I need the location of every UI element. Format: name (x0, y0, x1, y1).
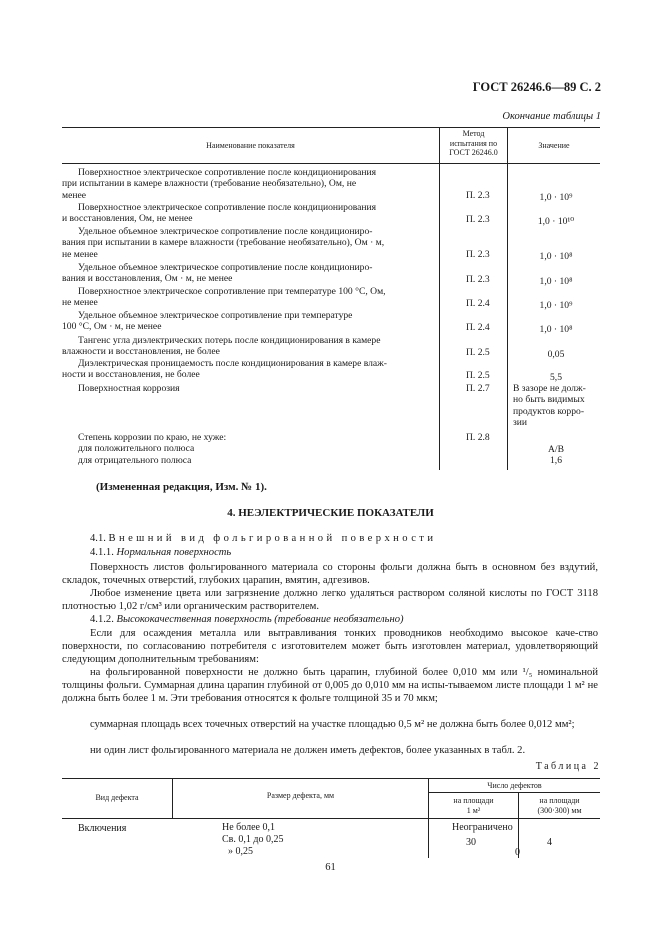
count-1m2: 30 (466, 837, 476, 848)
table2-sub1 (429, 796, 518, 816)
table1-col-divider (507, 127, 508, 470)
subsection-title: Нормальная поверхность (116, 547, 232, 558)
section-heading: 4. НЕЭЛЕКТРИЧЕСКИЕ ПОКАЗАТЕЛИ (227, 507, 434, 519)
row-method: П. 2.4 (466, 322, 490, 333)
subsection-number: 4.1.1. (90, 547, 114, 558)
row-value-line: зии (513, 416, 528, 428)
subsection-4-1-2 (90, 613, 404, 626)
row-name-line: Степень коррозии по краю, не хуже: (78, 432, 227, 443)
table2-sub2 (519, 796, 600, 816)
row-value-line: продуктов корро- (513, 405, 585, 417)
row-method: П. 2.3 (466, 214, 490, 225)
row-value: 1,0 · 10¹⁰ (537, 216, 575, 227)
row-name-line: Поверхностное электрическое сопротивление после кондиционирования (78, 202, 377, 213)
row-name-line: ности и восстановления, не более (62, 369, 200, 381)
subsection-title: Высококачественная поверхность (требование необязательно) (116, 614, 404, 625)
defect-sizes (222, 822, 283, 858)
col-method-line: испытания по (449, 138, 498, 148)
row-name (62, 286, 438, 309)
table1-header-rule (62, 163, 600, 164)
row-name (62, 383, 438, 394)
row-name-line: Удельное объемное электрическое сопротивление после кондициониро- (78, 226, 373, 237)
row-value (513, 444, 599, 467)
table1-top-rule (62, 127, 600, 128)
row-value (513, 383, 599, 428)
row-method: П. 2.7 (466, 383, 490, 394)
table1-col-divider (439, 127, 440, 470)
count-1m2: Неограничено (452, 822, 513, 833)
table1-col-name: Наименование показателя (206, 141, 295, 150)
table1-col-value: Значение (538, 141, 570, 150)
paragraph: суммарная площадь всех точечных отверстий на участке площадью 0,5 м² не должна быть более 0,012 мм²; (90, 719, 575, 730)
defect-size: Не более 0,1 (222, 822, 275, 833)
table2-col-size: Размер дефекта, мм (266, 791, 335, 800)
table2-caption: Таблица 2 (535, 761, 601, 772)
amendment-note: (Измененная редакция, Изм. № 1). (96, 481, 267, 493)
row-method: П. 2.3 (466, 249, 490, 260)
row-value: 1,0 · 10⁸ (539, 324, 573, 335)
count-300mm: 0 (515, 847, 520, 858)
row-name (62, 226, 438, 260)
subsection-title: Внешний вид фольгированной поверхности (108, 533, 437, 544)
row-value: 0,05 (547, 349, 565, 360)
row-method: П. 2.8 (466, 432, 490, 443)
subsection-number: 4.1.2. (90, 614, 114, 625)
row-name-line: вания и восстановления, Ом · м, не менее (62, 273, 233, 285)
row-method: П. 2.5 (466, 370, 490, 381)
row-name-line: Поверхностное электрическое сопротивление после кондиционирования (78, 167, 377, 178)
row-name (62, 432, 438, 466)
paragraph: Любое изменение цвета или загрязнение должно легко удаляться раствором соляной кислоты по ГОСТ 3118 плотностью 1,02 г/см³ или органическим растворителем. (62, 588, 598, 612)
subsection-4-1-1 (90, 546, 231, 559)
sub-header-line: 1 м² (466, 806, 481, 815)
row-name-line: Поверхностная коррозия (78, 383, 180, 394)
row-name-line: Удельное объемное электрическое сопротивление после кондициониро- (78, 262, 373, 273)
col-method-line: ГОСТ 26246.0 (449, 148, 498, 157)
table2-header-rule (62, 818, 600, 819)
row-value: 5,5 (550, 372, 562, 383)
row-name (62, 310, 438, 333)
row-name (62, 167, 438, 201)
sub-header-line: (300·300) мм (537, 806, 582, 815)
row-name (62, 202, 438, 225)
row-value: 1,0 · 10⁸ (539, 251, 573, 262)
paragraph: Если для осаждения металла или вытравливания тонких проводников необходимо высокое каче-ство поверхности, по согласованию потребителя с изготовителем может быть изготовлен материал, удовлетворяющий следующим дополнительным требованиям: (62, 628, 598, 665)
row-value: 1,0 · 10⁸ (539, 276, 573, 287)
row-name-line: вания при испытании в камере влажности (требование необязательно), Ом · м, (62, 237, 385, 249)
defect-type: Включения (78, 823, 127, 834)
row-method: П. 2.5 (466, 347, 490, 358)
defect-size: » 0,25 (228, 846, 253, 857)
row-name-line: и восстановления, Ом, не менее (62, 213, 193, 225)
row-value-line: но быть видимых (513, 394, 585, 406)
row-name-line: Удельное объемное электрическое сопротивление при температуре (78, 310, 353, 321)
row-value: 1,0 · 10⁹ (539, 192, 573, 203)
row-name-line: при испытании в камере влажности (требование необязательно), Ом, не (62, 178, 357, 190)
row-name-line: для положительного полюса (78, 443, 195, 455)
paragraph: ни один лист фольгированного материала не должен иметь дефектов, более указанных в табл. 2. (90, 745, 526, 756)
row-value-line: A/B (548, 444, 564, 455)
row-name (62, 262, 438, 285)
row-name-line: влажности и восстановления, не более (62, 346, 220, 358)
table2-top-rule (62, 778, 600, 779)
col-method-line: Метод (462, 129, 485, 138)
row-name (62, 335, 438, 358)
row-name-line: 100 °С, Ом · м, не менее (62, 321, 162, 333)
row-name-line: не менее (62, 297, 98, 309)
row-method: П. 2.3 (466, 274, 490, 285)
table2-col-count: Число дефектов (487, 781, 542, 790)
paragraph: Поверхность листов фольгированного материала со стороны фольги должна быть в основном без вздутий, складок, точечных отверстий, глубоких царапин, вмятин, адгезивов. (62, 562, 598, 586)
row-value-line: 1,6 (550, 455, 562, 467)
row-name (62, 358, 438, 381)
count-300mm: 4 (547, 837, 552, 848)
sub-header-line: на площади (539, 796, 580, 805)
table2-col-type: Вид дефекта (95, 793, 139, 802)
row-value-line: В зазоре не долж- (513, 383, 586, 394)
row-method: П. 2.4 (466, 298, 490, 309)
row-name-line: не менее (62, 248, 98, 260)
document-header: ГОСТ 26246.6—89 С. 2 (472, 80, 601, 94)
page-number: 61 (325, 862, 336, 873)
row-name-line: менее (62, 189, 86, 201)
table1-col-method (440, 129, 507, 158)
row-name-line: для отрицательного полюса (78, 454, 192, 466)
row-name-line: Диэлектрическая проницаемость после кондиционирования в камере влаж- (78, 358, 388, 369)
row-name-line: Поверхностное электрическое сопротивление при температуре 100 °С, Ом, (78, 286, 386, 297)
table2-subheader-rule (428, 792, 600, 793)
sub-header-line: на площади (453, 796, 494, 805)
row-method: П. 2.3 (466, 190, 490, 201)
row-name-line: Тангенс угла диэлектрических потерь после кондиционирования в камере (78, 335, 381, 346)
table1-caption: Окончание таблицы 1 (502, 111, 601, 122)
paragraph: на фольгированной поверхности не должно быть царапин, глубиной более 0,010 мм или ¹/₅ номинальной толщины фольги. Суммарная длина царапин глубиной от 0,005 до 0,010 мм на испы-тываемом листе площади 1 м² не должна быть более 1 м. Эти требования относятся к фольге толщиной 35 и 70 мкм; (62, 667, 598, 704)
row-value: 1,0 · 10⁹ (539, 300, 573, 311)
subsection-4-1 (90, 532, 436, 545)
subsection-number: 4.1. (90, 533, 106, 544)
defect-size: Св. 0,1 до 0,25 (222, 834, 284, 845)
